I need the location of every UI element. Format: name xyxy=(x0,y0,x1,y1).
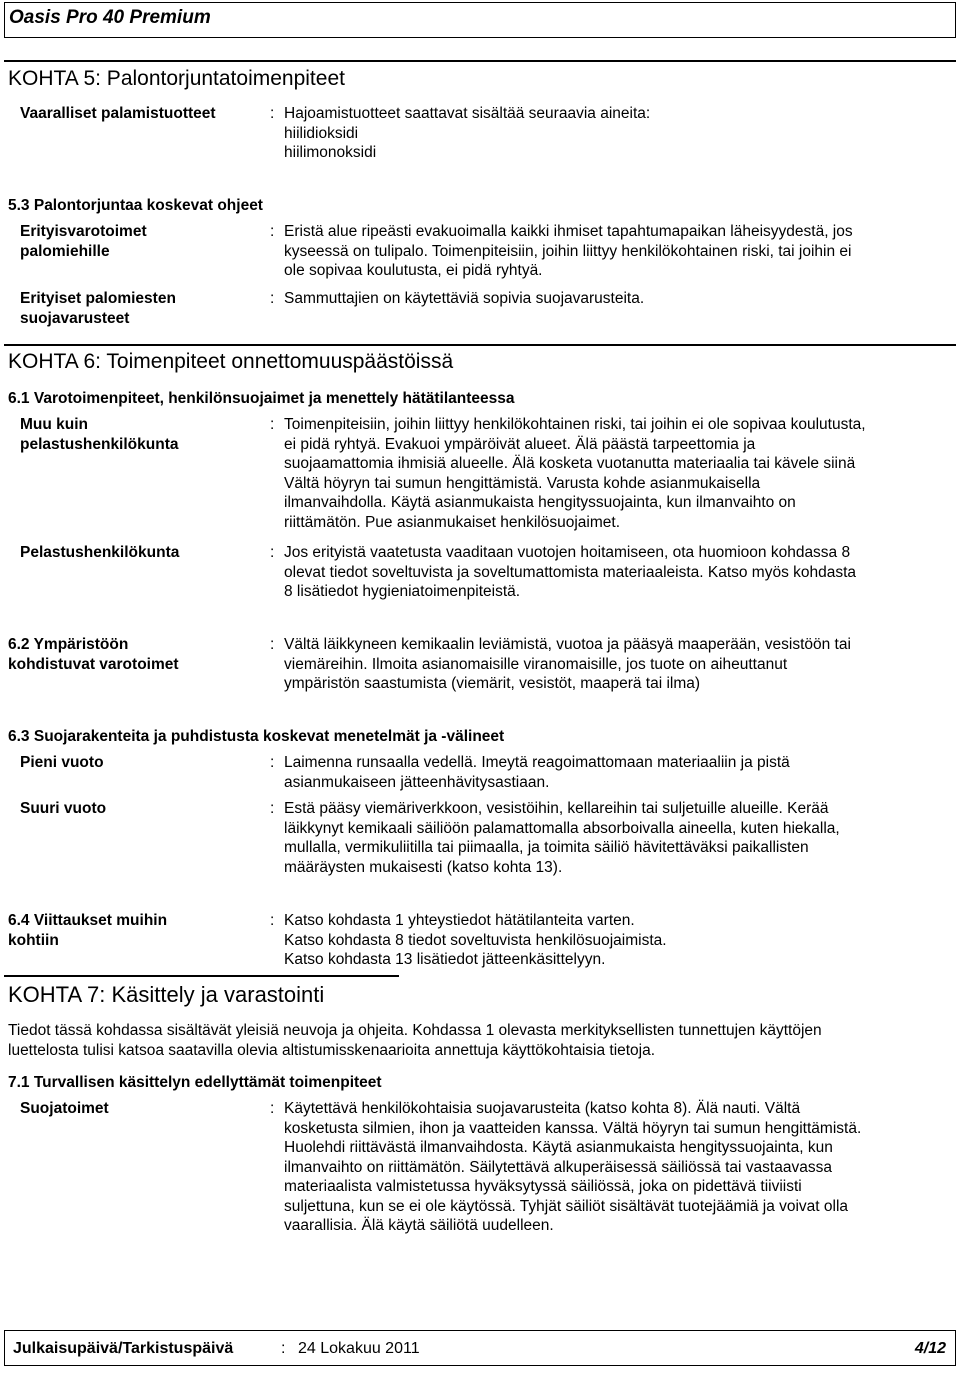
colon: : xyxy=(270,912,275,929)
colon: : xyxy=(270,636,275,653)
product-name: Oasis Pro 40 Premium xyxy=(9,7,211,28)
environmental-precautions-value: Vältä läikkyneen kemikaalin leviämistä, vuotoa ja pääsyä maaperään, vesistöön tai viemäreihin. Ilmoita asianomaisille viranomaisille, jos tuote on aiheuttanut ympäristön saastumista (viemärit, vesistöt, maaperä tai ilma) xyxy=(284,636,851,692)
protective-equipment-label: Erityiset palomiesten suojavarusteet xyxy=(20,290,176,327)
hazardous-products-label: Vaaralliset palamistuotteet xyxy=(20,105,216,122)
references-value: Katso kohdasta 1 yhteystiedot hätätilanteita varten. Katso kohdasta 8 tiedot soveltuvista henkilösuojaimista. Katso kohdasta 13 lisätiedot jätteenkäsittelyyn. xyxy=(284,912,667,968)
section-6-title: KOHTA 6: Toimenpiteet onnettomuuspäästöissä xyxy=(8,350,454,373)
section-7-title: KOHTA 7: Käsittely ja varastointi xyxy=(8,982,325,1007)
non-emergency-personnel-label: Muu kuin pelastushenkilökunta xyxy=(20,416,179,453)
subsection-7-1-title: 7.1 Turvallisen käsittelyn edellyttämät toimenpiteet xyxy=(8,1074,382,1091)
colon: : xyxy=(270,1100,275,1117)
special-actions-label: Erityisvarotoimet palomiehille xyxy=(20,223,147,260)
subsection-6-3-title: 6.3 Suojarakenteita ja puhdistusta koskevat menetelmät ja -välineet xyxy=(8,728,505,745)
protective-measures-value: Käytettävä henkilökohtaisia suojavarusteita (katso kohta 8). Älä nauti. Vältä kosketusta silmien, ihon ja vaatteiden kanssa. Vältä höyryn tai sumun hengittämistä. Huolehdi riittävästä ilmanvaihdosta. Käytä asianmukaista hengityssuojainta, kun ilmanvaihto on riittämätön. Säilytettävä alkuperäisessä säiliössä tai vastaavassa materiaalista valmistetussa hyväksytyssä säiliössä, joka on pidettävä tiiviisti suljettuna, kun se ei ole käytössä. Tyhjät säiliöt sisältävät tuotejäämiä ja voivat olla vaarallisia. Älä käytä säiliötä uudelleen. xyxy=(284,1100,862,1234)
section-7-intro: Tiedot tässä kohdassa sisältävät yleisiä neuvoja ja ohjeita. Kohdassa 1 olevasta merkityksellisten tunnettujen käyttöjen luettelosta tulisi katsoa saatavilla olevia altistumisskenaarioita annettuja käyttökohtaisia tietoja. xyxy=(8,1022,822,1059)
protective-measures-label: Suojatoimet xyxy=(20,1100,109,1117)
subsection-6-1-title: 6.1 Varotoimenpiteet, henkilönsuojaimet ja menettely hätätilanteessa xyxy=(8,390,515,407)
colon: : xyxy=(270,800,275,817)
revision-date-label: Julkaisupäivä/Tarkistuspäivä xyxy=(13,1340,234,1357)
large-spill-label: Suuri vuoto xyxy=(20,800,107,817)
environmental-precautions-label: 6.2 Ympäristöön kohdistuvat varotoimet xyxy=(8,636,179,673)
colon: : xyxy=(270,223,275,240)
emergency-responders-value: Jos erityistä vaatetusta vaaditaan vuotojen hoitamiseen, ota huomioon kohdassa 8 olevat tiedot soveltuvista ja soveltumattomista materiaaleista. Katso myös kohdasta 8 lisätiedot hygieniatoimenpiteistä. xyxy=(284,544,857,600)
protective-equipment-value: Sammuttajien on käytettäviä sopivia suojavarusteita. xyxy=(284,290,645,307)
subsection-5-3-title: 5.3 Palontorjuntaa koskevat ohjeet xyxy=(8,197,263,214)
colon: : xyxy=(270,105,275,122)
small-spill-value: Laimenna runsaalla vedellä. Imeytä reagoimattomaan materiaaliin ja pistä asianmukaiseen jätteenhävitysastiaan. xyxy=(284,754,790,791)
small-spill-label: Pieni vuoto xyxy=(20,754,104,771)
large-spill-value: Estä pääsy viemäriverkkoon, vesistöihin, kellareihin tai suljetuille alueille. Kerää läikkynyt kemikaali säiliöön palamattomalla absorboivalla aineella, kuten hiekalla, mullalla, vermikuliitilla tai piimaalla, ja toimita säiliö hävitettäväksi paikallisten määräysten mukaisesti (katso kohta 13). xyxy=(284,800,840,876)
hazardous-products-value: Hajoamistuotteet saattavat sisältää seuraavia aineita: hiilidioksidi hiilimonoksidi xyxy=(284,105,651,161)
section-5-title: KOHTA 5: Palontorjuntatoimenpiteet xyxy=(8,67,345,90)
colon: : xyxy=(270,416,275,433)
revision-date-value: 24 Lokakuu 2011 xyxy=(298,1340,420,1357)
section-divider xyxy=(4,344,956,346)
references-label: 6.4 Viittaukset muihin kohtiin xyxy=(8,912,168,949)
section-divider xyxy=(4,60,956,62)
non-emergency-personnel-value: Toimenpiteisiin, joihin liittyy henkilökohtainen riski, tai joihin ei ole sopivaa koulutusta, ei pidä ryhtyä. Evakuoi ympäröivät alueet. Älä päästä tarpeettomia ja suojaamattomia ihmisiä alueelle. Älä kosketa vuotanutta materiaalia tai kävele siinä Vältä höyryn tai sumun hengittämistä. Varusta kohde asianmukaisella ilmanvaihdolla. Käytä asianmukaista hengityssuojainta, kun ilmanvaihto on riittämätön. Pue asianmukaiset henkilösuojaimet. xyxy=(284,416,866,531)
page-number: 4/12 xyxy=(914,1340,946,1357)
colon: : xyxy=(281,1340,286,1357)
special-actions-value: Eristä alue ripeästi evakuoimalla kaikki ihmiset tapahtumapaikan läheisyydestä, jos kyseessä on tulipalo. Toimenpiteisiin, joihin liittyy henkilökohtainen riski, tai joihin ei ole sopivaa koulutusta, ei pidä ryhtyä. xyxy=(284,223,853,279)
colon: : xyxy=(270,754,275,771)
emergency-responders-label: Pelastushenkilökunta xyxy=(20,544,180,561)
section-divider xyxy=(4,975,399,977)
colon: : xyxy=(270,290,275,307)
colon: : xyxy=(270,544,275,561)
